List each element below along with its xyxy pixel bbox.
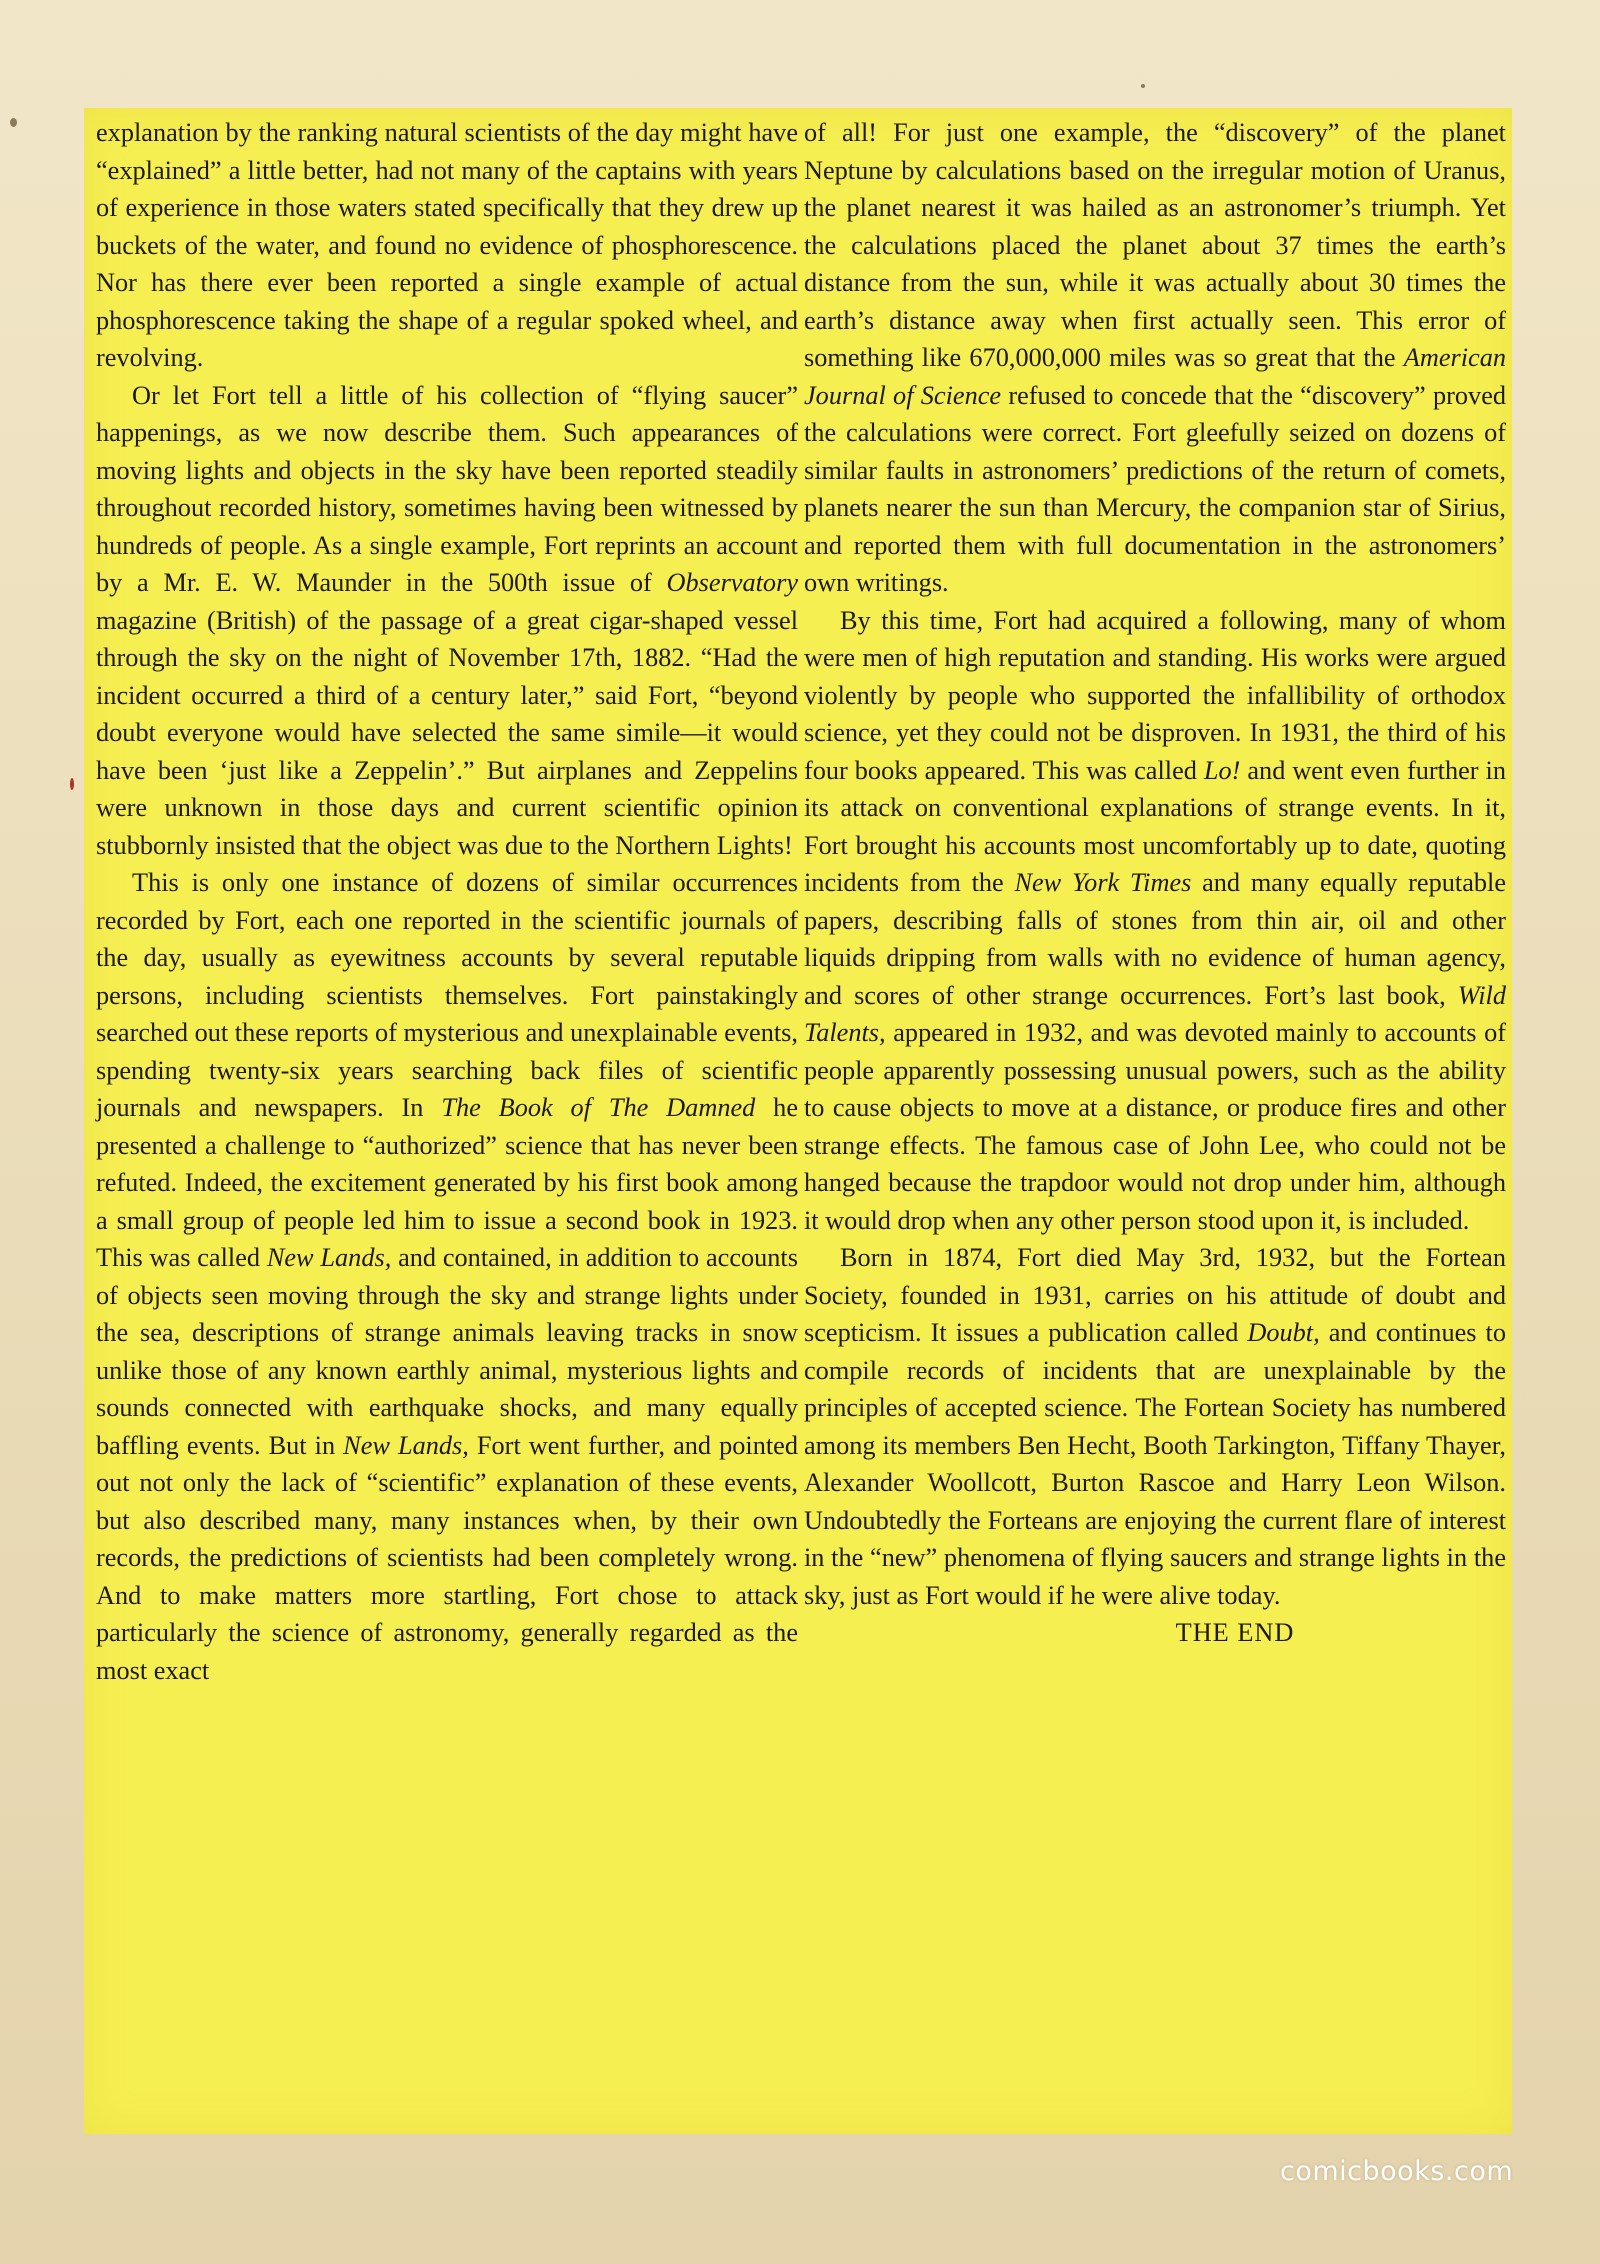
article-column-left: [96, 114, 798, 1689]
paper-speck: [1141, 84, 1145, 88]
book-title: Wild Talents,: [804, 980, 1506, 1047]
magazine-title: Observatory: [666, 568, 798, 597]
paragraph: [804, 114, 1506, 602]
article-column-right: [804, 114, 1506, 1652]
book-title: Lo!: [1203, 755, 1241, 785]
paragraph-text: This is only one instance of dozens of similar occurrences recorded by Fort, each one reported in the scientific journals of the day, usually as eyewitness accounts by several reputable persons, including scientists themselves. Fort painstakingly searched out these reports of mysterious and unexplainable events, spending twenty-six years searching back files of scientific journals and newspapers. In: [96, 868, 798, 1122]
paragraph-text: and went even further in its attack on conventional explanations of strange events. In it, Fort brought his accounts most uncomfortably up to date, quoting incidents from the: [804, 755, 1506, 897]
paragraph-text: Born in 1874, Fort died May 3rd, 1932, but the Fortean Society, founded in 1931, carries on his attitude of doubt and scepticism. It issues a publication called: [804, 1243, 1506, 1347]
paragraph: [96, 114, 798, 377]
paragraph-text: magazine (British) of the passage of a great cigar-shaped vessel through the sky on the night of November 17th, 1882. “Had the incident occurred a third of a century later,” said Fort, “beyond doubt everyone would have selected the same simile—it would have been ‘just like a Zeppelin’.” But airplanes and Zeppelins were unknown in those days and current scientific opinion stubbornly insisted that the object was due to the Northern Lights!: [96, 605, 798, 860]
newspaper-title: New York Times: [1014, 868, 1192, 897]
paragraph-text: appeared in 1932, and was devoted mainly to accounts of people apparently possessing unusual powers, such as the ability to cause objects to move at a distance, or produce fires and other strange effects. The famous case of John Lee, who could not be hanged because the trapdoor would not drop under him, although it would drop when any other person stood upon it, is included.: [804, 1018, 1506, 1235]
book-title: The Book of The Damned: [441, 1093, 756, 1122]
paragraph-text: By this time, Fort had acquired a following, many of whom were men of high reputation and standing. His works were argued violently by people who supported the infallibility of orthodox science, yet they could not be disproven. In 1931, the third of his four books appeared. This was called: [804, 605, 1506, 785]
publication-title: Doubt,: [1247, 1318, 1320, 1347]
paragraph-text: explanation by the ranking natural scientists of the day might have “explained” a little better, had not many of the captains with years of experience in those waters stated specifically that they drew up buckets of the water, and found no evidence of phosphorescence. Nor has there ever been reported a single example of actual phosphorescence taking the shape of a regular spoked wheel, and revolving.: [96, 118, 798, 372]
paragraph-text: and many equally reputable papers, describing falls of stones from thin air, oil and other liquids dripping from walls with no evidence of human agency, and scores of other strange occurrences. Fort’s last book,: [804, 868, 1506, 1010]
watermark: comicbooks.com: [1280, 2156, 1514, 2187]
journal-title: American Journal of Science: [804, 343, 1506, 410]
paragraph: [96, 864, 798, 1689]
paragraph: [96, 377, 798, 865]
paragraph-text: of all! For just one example, the “discovery” of the planet Neptune by calculations based on the irregular motion of Uranus, the planet nearest it was hailed as an astronomer’s triumph. Yet the calculations placed the planet about 37 times the earth’s distance from the sun, while it was actually about 30 times the earth’s distance away when first actually seen. This error of something like 670,000,000 miles was so great that the: [804, 118, 1506, 372]
paragraph-text: Or let Fort tell a little of his collection of “flying saucer” happenings, as we now describe them. Such appearances of moving lights and objects in the sky have been reported steadily throughout recorded history, sometimes having been witnessed by hundreds of people. As a single example, Fort reprints an account by a Mr. E. W. Maunder in the 500th issue of: [96, 380, 798, 597]
paper-speck: [70, 778, 74, 790]
paragraph: [804, 602, 1506, 1240]
book-title: New Lands,: [266, 1243, 392, 1272]
paragraph-text: Fort went further, and pointed out not only the lack of “scientific” explanation of these events, but also described many, many instances when, by their own records, the predictions of scientists had been completely wrong. And to make matters more startling, Fort chose to attack particularly the science of astronomy, generally regarded as the most exact: [96, 1430, 798, 1685]
the-end-label: THE END: [1175, 1618, 1295, 1647]
book-title: New Lands,: [343, 1430, 469, 1460]
paragraph-text: and continues to compile records of incidents that are unexplainable by the principles of accepted science. The Fortean Society has numbered among its members Ben Hecht, Booth Tarkington, Tiffany Thayer, Alexander Woollcott, Burton Rascoe and Harry Leon Wilson. Undoubtedly the Forteans are enjoying the current flare of interest in the “new” phenomena of flying saucers and strange lights in the sky, just as Fort would if he were alive today.: [804, 1318, 1506, 1610]
paragraph-text: refused to concede that the “discovery” proved the calculations were correct. Fort gleefully seized on dozens of similar faults in astronomers’ predictions of the return of comets, planets nearer the sun than Mercury, the companion star of Sirius, and reported them with full documentation in the astronomers’ own writings.: [804, 380, 1507, 597]
paper-speck: [10, 118, 17, 127]
paragraph-text: he presented a challenge to “authorized” science that has never been refuted. Indeed, the excitement generated by his first book among a small group of people led him to issue a second book in 1923. This was called: [96, 1093, 798, 1272]
paragraph: [804, 1239, 1506, 1614]
paragraph-text: and contained, in addition to accounts of objects seen moving through the sky and strange lights under the sea, descriptions of strange animals leaving tracks in snow unlike those of any known earthly animal, mysterious lights and sounds connected with earthquake shocks, and many equally baffling events. But in: [96, 1243, 798, 1460]
